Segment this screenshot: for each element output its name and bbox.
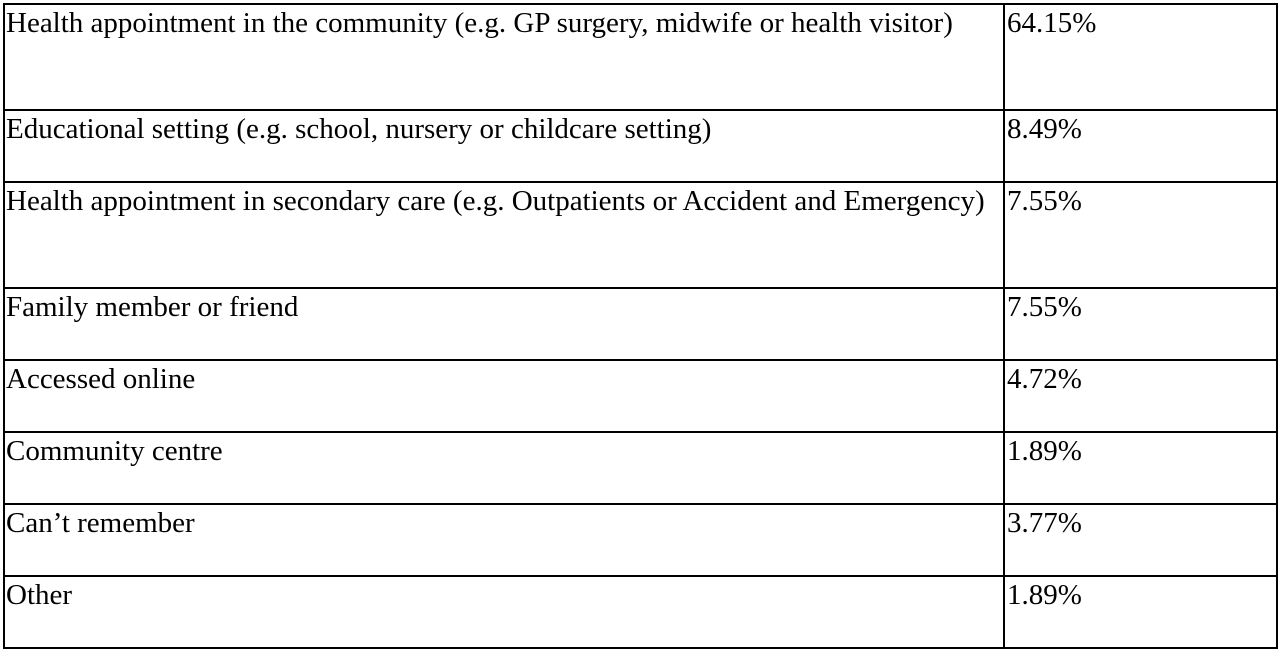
percentage-cell: 1.89% [1004, 432, 1277, 504]
table-row [4, 110, 1277, 182]
source-cell: Can’t remember [4, 504, 1004, 576]
source-cell: Family member or friend [4, 288, 1004, 360]
percentage-cell: 7.55% [1004, 288, 1277, 360]
source-cell: Health appointment in secondary care (e.g. Outpatients or Accident and Emergency) [4, 182, 1004, 288]
table-row [4, 576, 1277, 648]
table-row [4, 432, 1277, 504]
table-row [4, 504, 1277, 576]
percentage-cell: 3.77% [1004, 504, 1277, 576]
table-row [4, 360, 1277, 432]
table-row [4, 182, 1277, 288]
percentage-cell: 1.89% [1004, 576, 1277, 648]
source-cell: Educational setting (e.g. school, nursery or childcare setting) [4, 110, 1004, 182]
percentage-cell: 64.15% [1004, 4, 1277, 110]
percentage-cell: 4.72% [1004, 360, 1277, 432]
source-cell: Accessed online [4, 360, 1004, 432]
source-cell: Health appointment in the community (e.g. GP surgery, midwife or health visitor) [4, 4, 1004, 110]
table-row [4, 4, 1277, 110]
table-row [4, 288, 1277, 360]
source-cell: Other [4, 576, 1004, 648]
percentage-cell: 7.55% [1004, 182, 1277, 288]
source-percentage-table [3, 3, 1278, 649]
percentage-cell: 8.49% [1004, 110, 1277, 182]
source-cell: Community centre [4, 432, 1004, 504]
